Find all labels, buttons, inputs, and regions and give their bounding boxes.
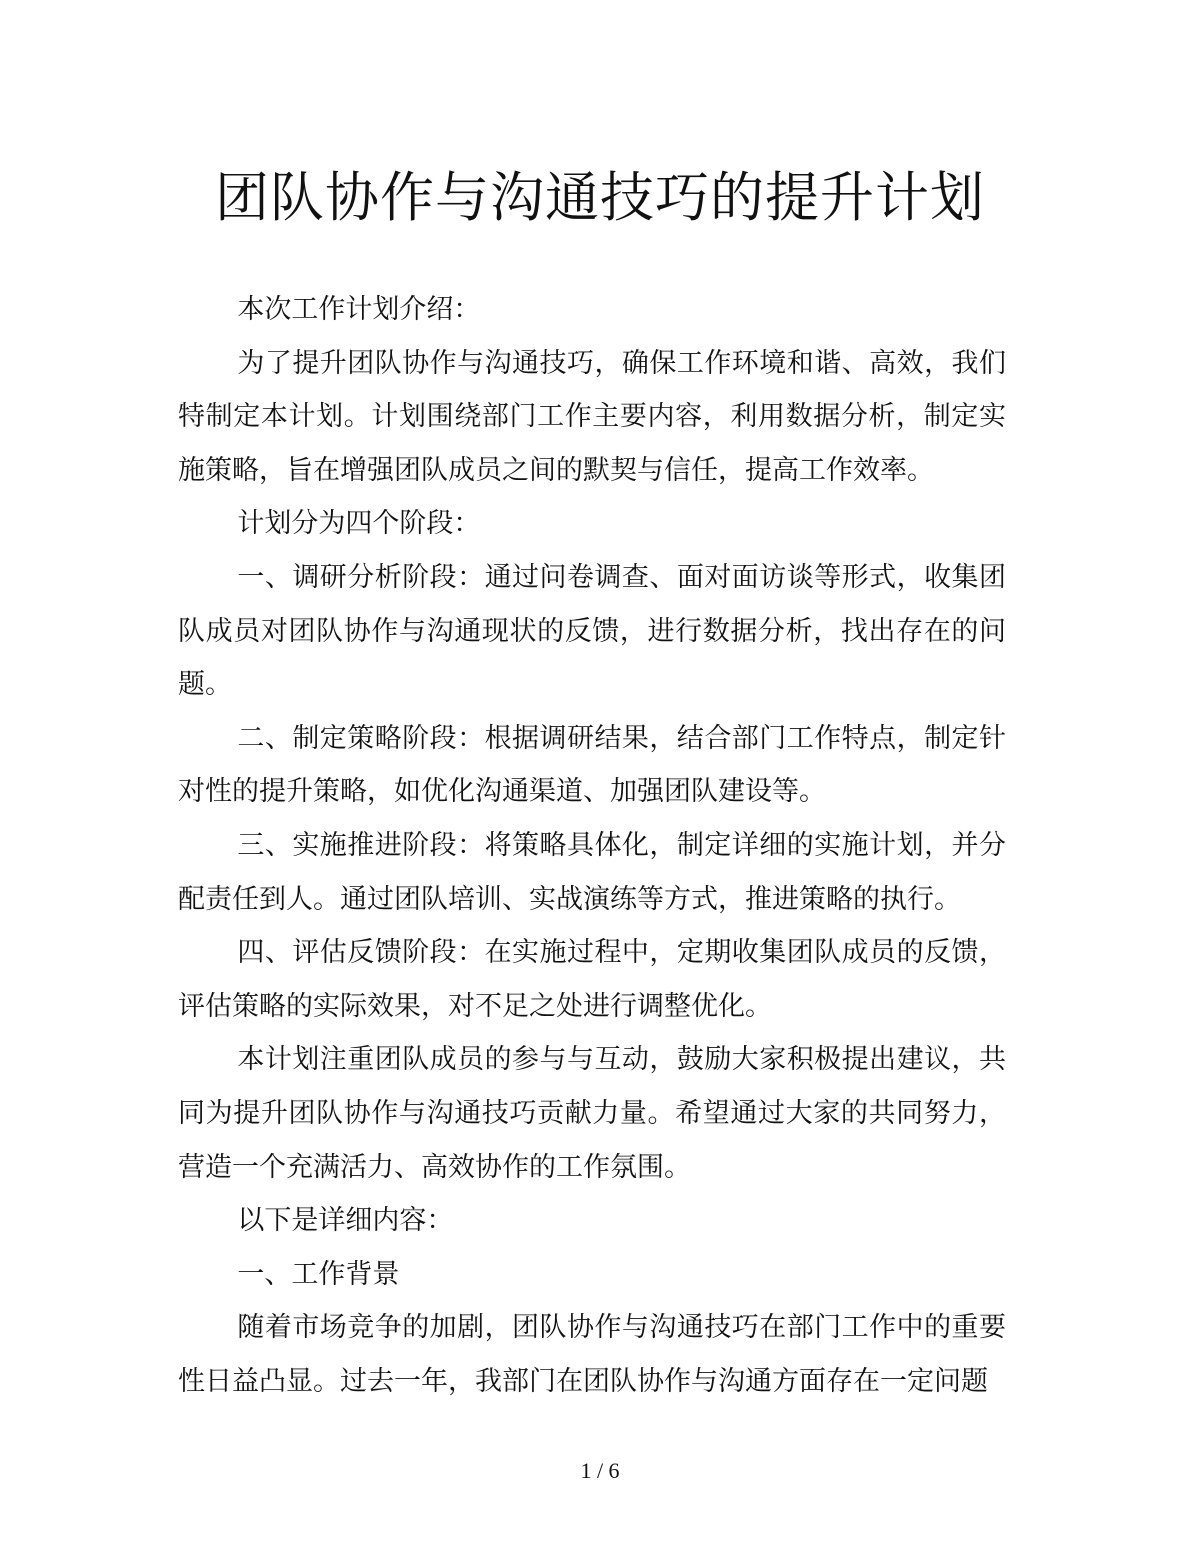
paragraph-stage-3: 三、实施推进阶段：将策略具体化，制定详细的实施计划，并分配责任到人。通过团队培训、实战演练等方式，推进策略的执行。	[178, 829, 1006, 915]
section-heading-background: 一、工作背景	[237, 1258, 400, 1290]
paragraph-stage-1: 一、调研分析阶段：通过问卷调查、面对面访谈等形式，收集团队成员对团队协作与沟通现状的反馈，进行数据分析，找出存在的问题。	[178, 561, 1006, 701]
paragraph-stage-4: 四、评估反馈阶段：在实施过程中，定期收集团队成员的反馈，评估策略的实际效果，对不足之处进行调整优化。	[178, 937, 1006, 1022]
paragraph-details-heading: 以下是详细内容：	[237, 1205, 454, 1237]
paragraph-background: 随着市场竞争的加剧，团队协作与沟通技巧在部门工作中的重要性日益凸显。过去一年，我部门在团队协作与沟通方面存在一定问题	[178, 1312, 1006, 1397]
paragraph-intro-heading: 本次工作计划介绍：	[237, 294, 481, 325]
document-title: 团队协作与沟通技巧的提升计划	[215, 166, 985, 229]
page-number: 1 / 6	[580, 1458, 620, 1483]
paragraph-participation: 本计划注重团队成员的参与与互动，鼓励大家积极提出建议，共同为提升团队协作与沟通技巧贡献力量。希望通过大家的共同努力，营造一个充满活力、高效协作的工作氛围。	[178, 1044, 1006, 1183]
paragraph-stage-2: 二、制定策略阶段：根据调研结果，结合部门工作特点，制定针对性的提升策略，如优化沟通渠道、加强团队建设等。	[178, 722, 1006, 808]
document-body	[178, 283, 1006, 1408]
paragraph-stages-heading: 计划分为四个阶段：	[237, 508, 481, 540]
paragraph-intro: 为了提升团队协作与沟通技巧，确保工作环境和谐、高效，我们特制定本计划。计划围绕部门工作主要内容，利用数据分析，制定实施策略，旨在增强团队成员之间的默契与信任，提高工作效率。	[178, 347, 1006, 486]
